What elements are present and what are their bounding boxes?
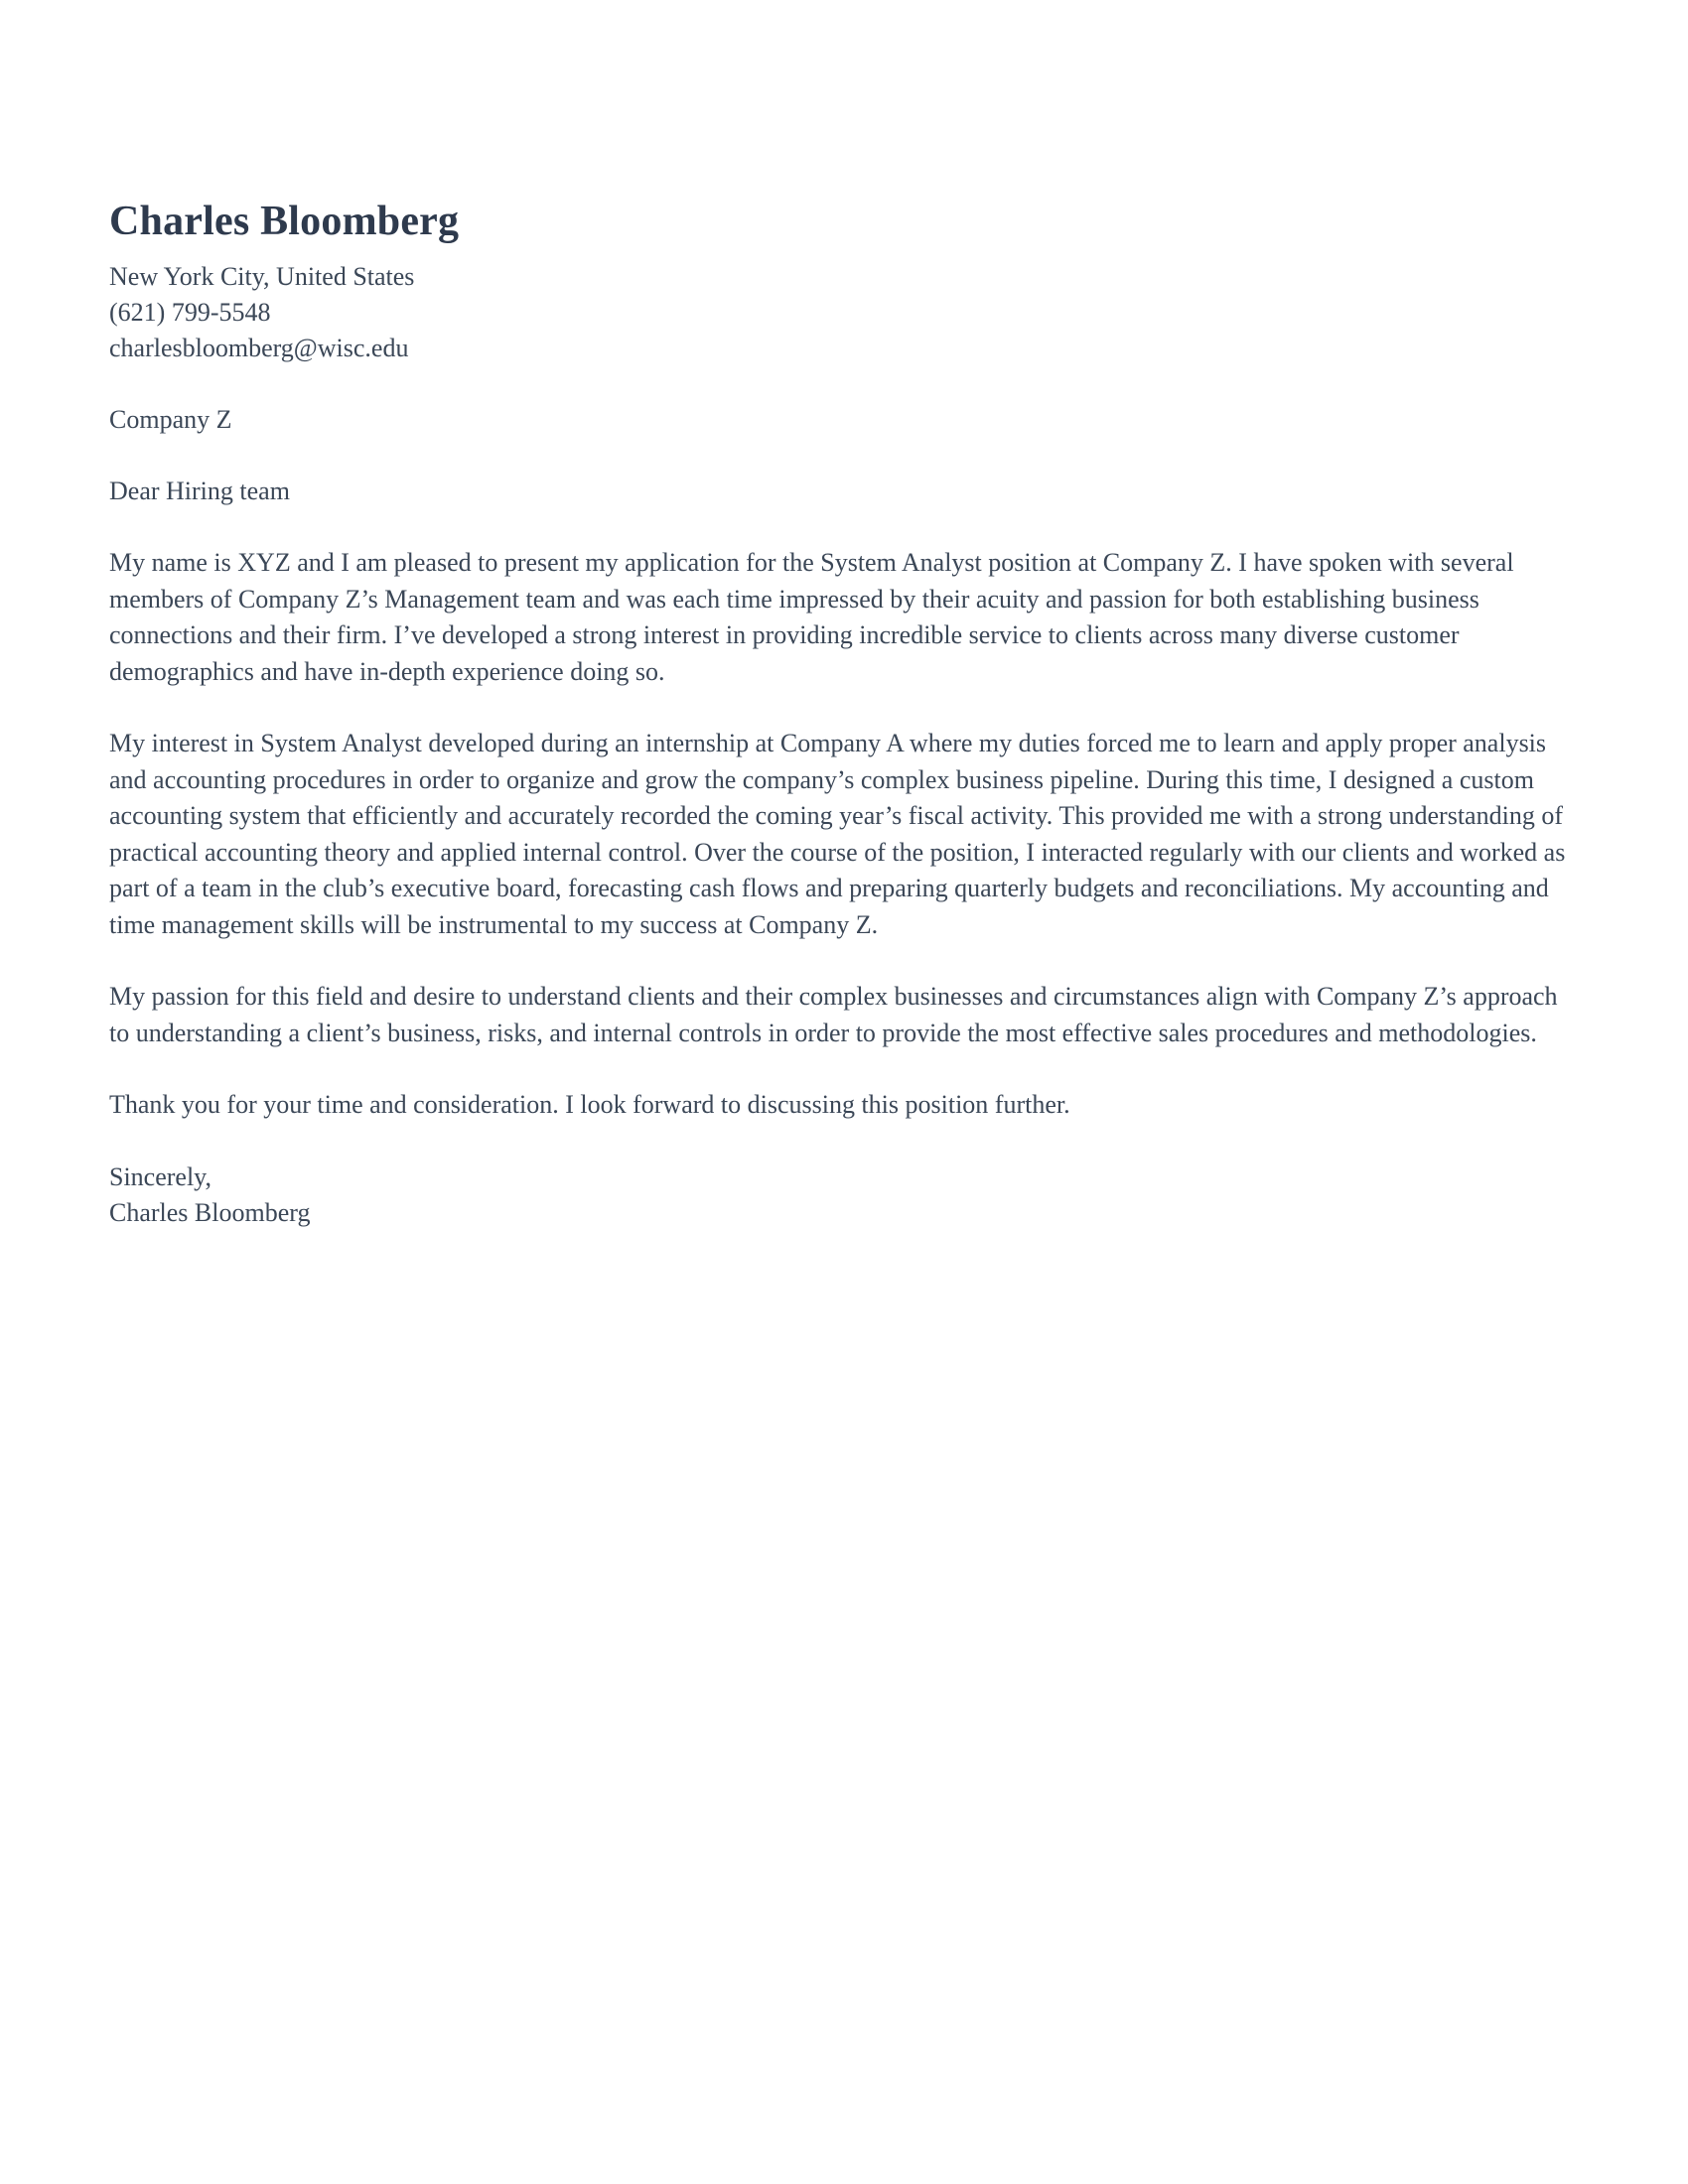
- spacer-between-paragraphs-2: [109, 943, 1579, 979]
- closing-signature-name: Charles Bloomberg: [109, 1197, 311, 1227]
- spacer-between-paragraphs-1: [109, 690, 1579, 726]
- body-paragraph: Thank you for your time and consideration. I look forward to discussing this position further.: [109, 1090, 1070, 1120]
- spacer-after-salutation: [109, 509, 1579, 545]
- body-paragraph: My name is XYZ and I am pleased to present my application for the System Analyst position at Company Z. I have spoken with several members of Company Z’s Management team and was each time impressed by their acuity and passion for both establishing business connections and their firm. I’ve developed a strong interest in providing incredible service to clients across many diverse customer demographics and have in-depth experience doing so.: [109, 548, 1514, 686]
- spacer-before-closing: [109, 1124, 1579, 1160]
- closing-valediction: Sincerely,: [109, 1161, 211, 1191]
- spacer-after-recipient: [109, 438, 1579, 474]
- body-paragraph: My interest in System Analyst developed during an internship at Company A where my duties forced me to learn and apply proper analysis and accounting procedures in order to organize and grow the company’s complex business pipeline. During this time, I designed a custom accounting system that efficiently and accurately recorded the coming year’s fiscal activity. This provided me with a strong understanding of practical accounting theory and applied internal control. Over the course of the position, I interacted regularly with our clients and worked as part of a team in the club’s executive board, forecasting cash flows and preparing quarterly budgets and reconciliations. My accounting and time management skills will be instrumental to my success at Company Z.: [109, 729, 1566, 939]
- spacer-between-paragraphs-3: [109, 1051, 1579, 1087]
- letter-content: [109, 199, 1579, 1231]
- contact-phone: (621) 799-5548: [109, 298, 271, 328]
- contact-email: charlesbloomberg@wisc.edu: [109, 334, 409, 363]
- salutation: Dear Hiring team: [109, 477, 290, 506]
- recipient-company: Company Z: [109, 405, 232, 435]
- spacer-after-contact: [109, 366, 1579, 402]
- body-paragraph: My passion for this field and desire to understand clients and their complex businesses and circumstances align with Company Z’s approach to understanding a client’s business, risks, and internal controls in order to provide the most effective sales procedures and methodologies.: [109, 982, 1558, 1047]
- contact-block: [109, 259, 1579, 366]
- contact-location: New York City, United States: [109, 262, 415, 292]
- page-title: Charles Bloomberg: [109, 199, 460, 244]
